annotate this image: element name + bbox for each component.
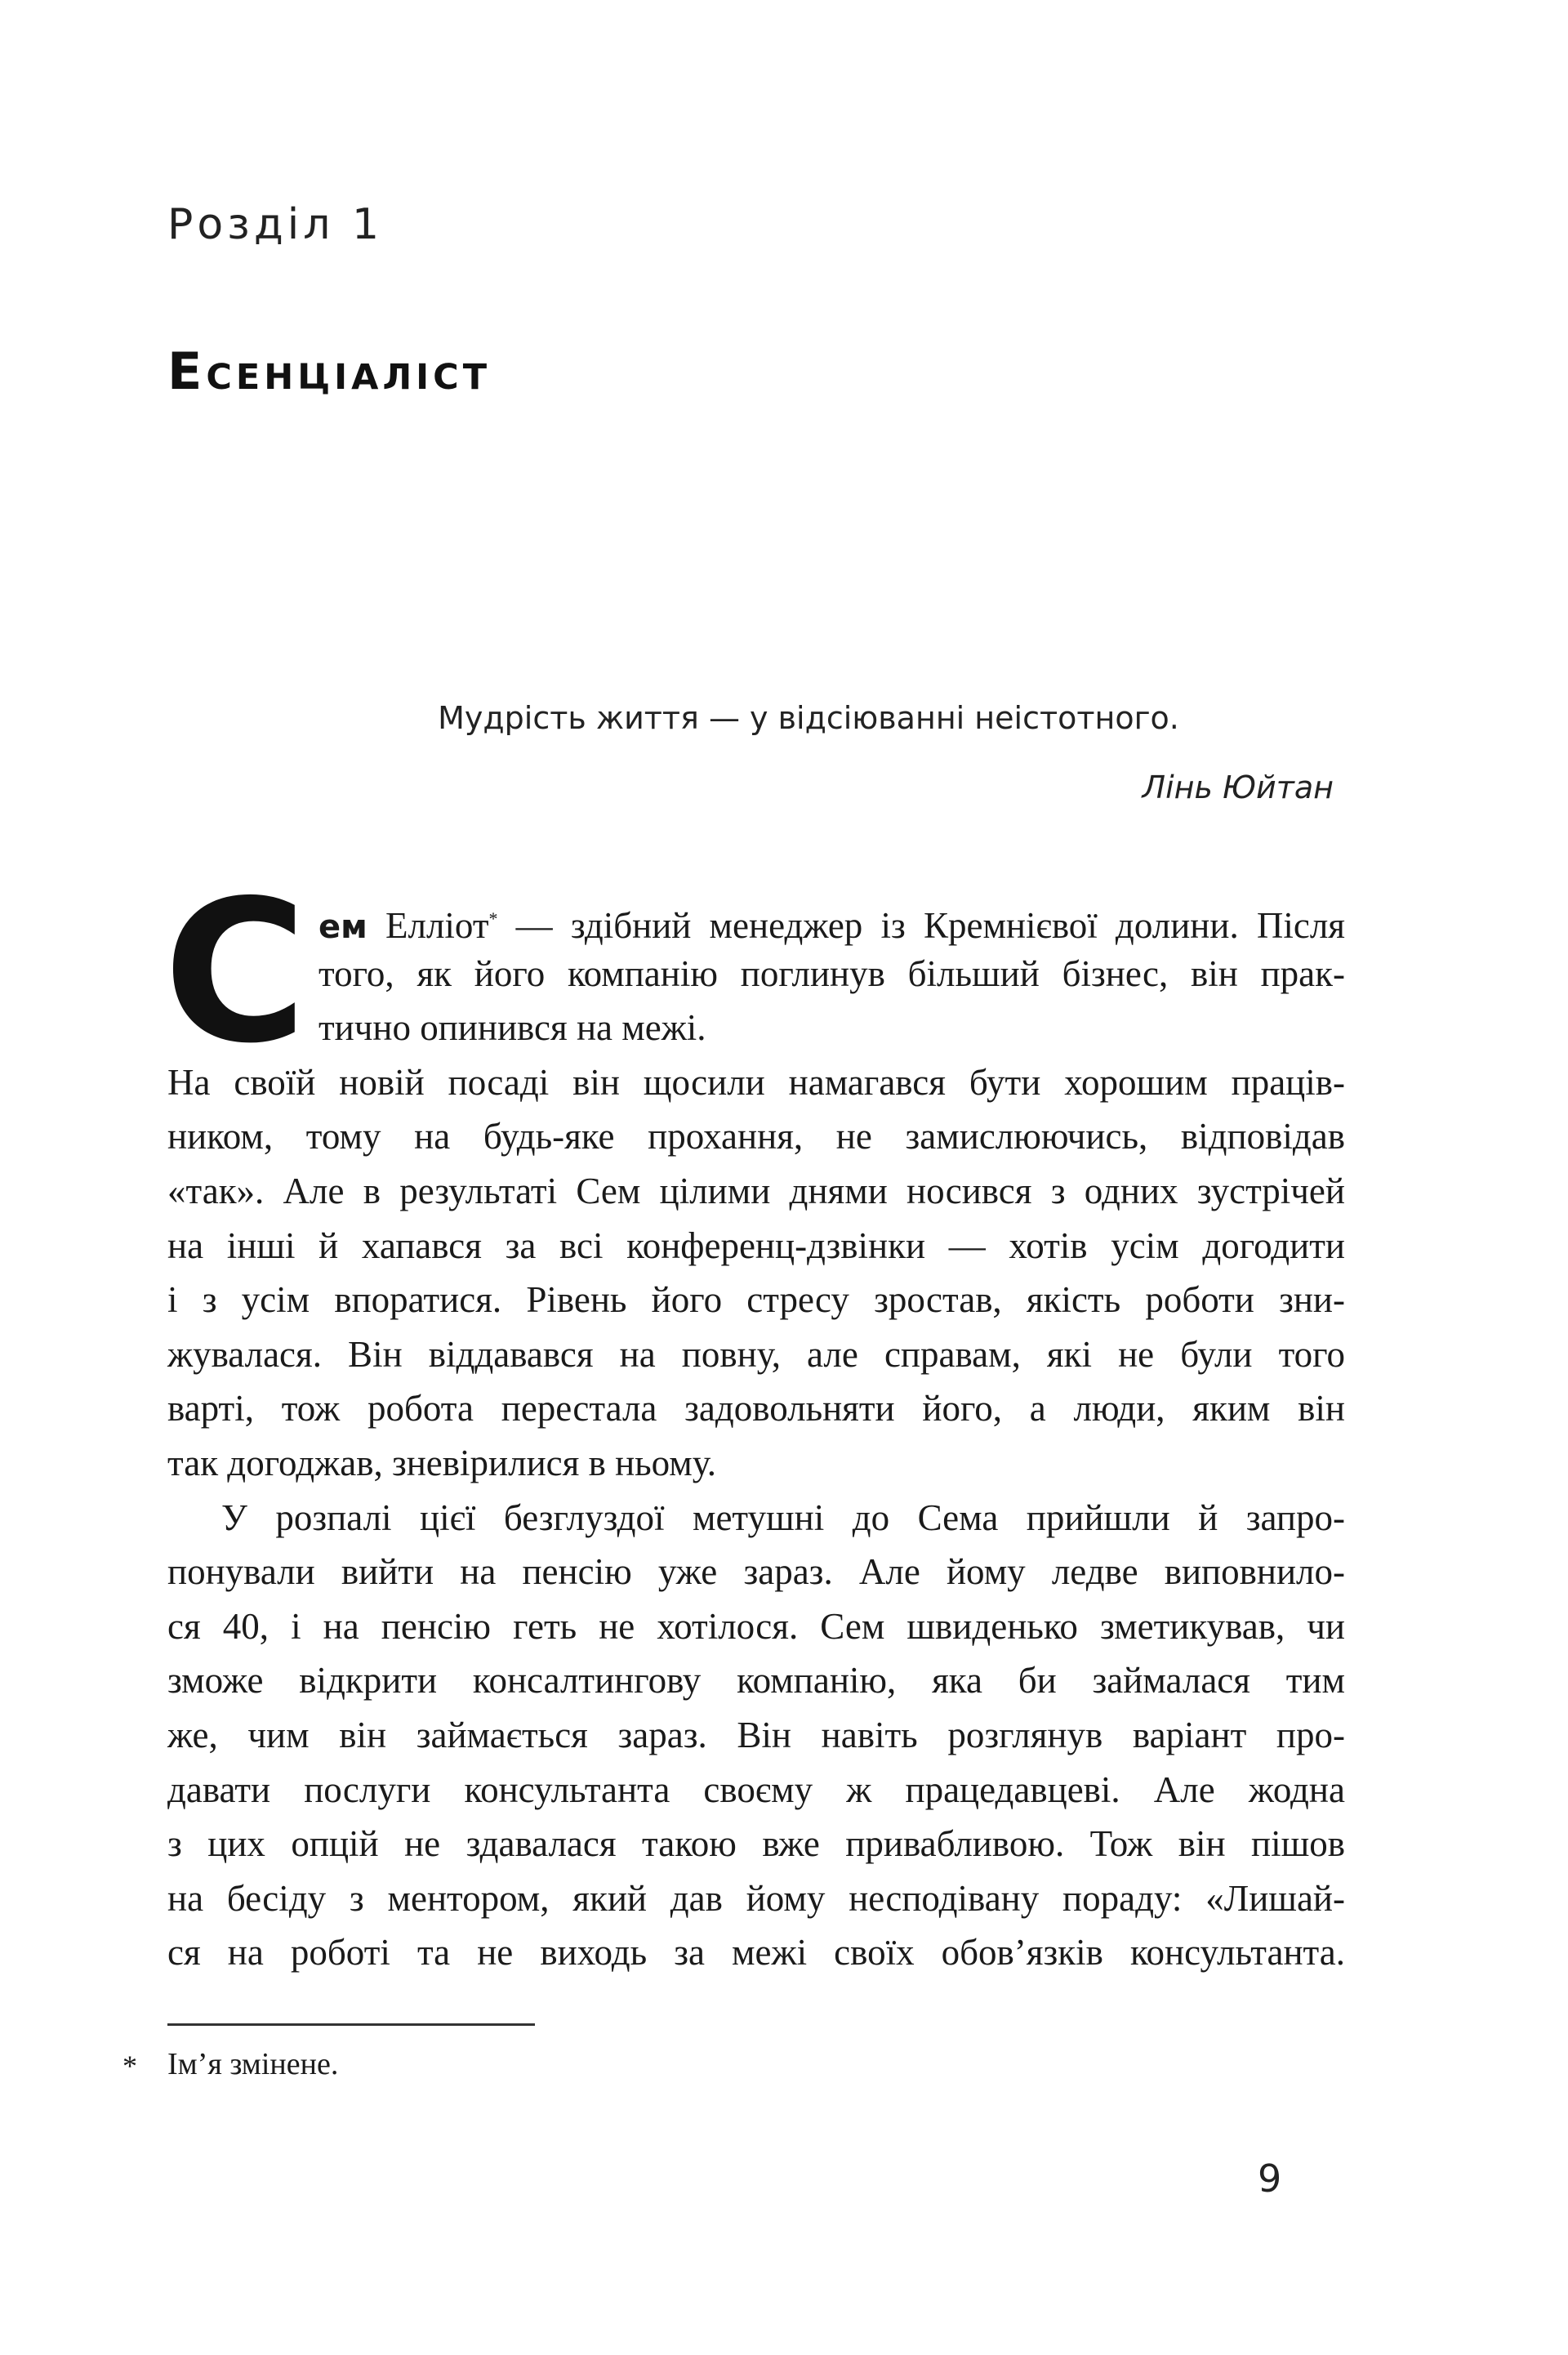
body-text-fragment: Елліот	[367, 905, 489, 946]
body-line: того, як його компанію поглинув більший бізнес, він прак-	[318, 952, 1345, 994]
chapter-title: Есенціаліст	[167, 341, 492, 401]
body-line: На своїй новій посаді він щосили намагався бути хорошим праців-	[167, 1061, 1345, 1103]
body-line: ся на роботі та не виходь за межі своїх обов’язків консультанта.	[167, 1932, 1345, 1974]
epigraph-quote: Мудрість життя — у відсіюванні неістотного.	[438, 700, 1179, 736]
body-line: «так». Але в результаті Сем цілими днями носився з одних зустрічей	[167, 1170, 1345, 1211]
footnote-mark: *	[122, 2049, 137, 2082]
page-number: 9	[1258, 2157, 1282, 2201]
body-line	[318, 892, 1345, 947]
body-line: на інші й хапався за всі конференц-дзвінки — хотів усім догодити	[167, 1224, 1345, 1266]
body-line: варті, тож робота перестала задовольняти його, а люди, яким він	[167, 1388, 1345, 1430]
body-line: так догоджав, зневірилися в ньому.	[167, 1442, 717, 1483]
body-line: У розпалі цієї безглуздої метушні до Сема прийшли й запро-	[221, 1496, 1345, 1538]
body-line: тично опинився на межі.	[318, 1007, 706, 1049]
body-line: на бесіду з ментором, який дав йому несподівану пораду: «Лишай-	[167, 1877, 1345, 1919]
body-line: понували вийти на пенсію уже зараз. Але йому ледве виповнило-	[167, 1551, 1345, 1593]
first-word: ем	[318, 908, 368, 946]
body-line: і з усім впоратися. Рівень його стресу зростав, якість роботи зни-	[167, 1279, 1345, 1321]
body-line: же, чим він займається зараз. Він навіть розглянув варіант про-	[167, 1714, 1345, 1755]
footnote-divider	[167, 2023, 535, 2026]
drop-cap: С	[163, 858, 308, 1086]
body-line: з цих опцій не здавалася такою вже привабливою. Тож він пішов	[167, 1823, 1345, 1865]
body-line: зможе відкрити консалтингову компанію, яка би займалася тим	[167, 1660, 1345, 1702]
body-text-fragment: — здібний менеджер із Кремнієвої долини. Після	[515, 905, 1345, 946]
body-line: давати послуги консультанта своєму ж працедавцеві. Але жодна	[167, 1768, 1345, 1810]
body-line: ся 40, і на пенсію геть не хотілося. Сем швиденько зметикував, чи	[167, 1605, 1345, 1647]
chapter-label: Розділ 1	[167, 200, 384, 249]
footnote-ref: *	[488, 908, 498, 929]
body-line: жувалася. Він віддавався на повну, але справам, які не були того	[167, 1333, 1345, 1375]
body-text	[167, 892, 1345, 1980]
footnote-text: Ім’я змінене.	[167, 2047, 339, 2081]
epigraph-author: Лінь Юйтан	[1142, 769, 1334, 805]
body-line: ником, тому на будь-яке прохання, не замислюючись, відповідав	[167, 1116, 1345, 1157]
